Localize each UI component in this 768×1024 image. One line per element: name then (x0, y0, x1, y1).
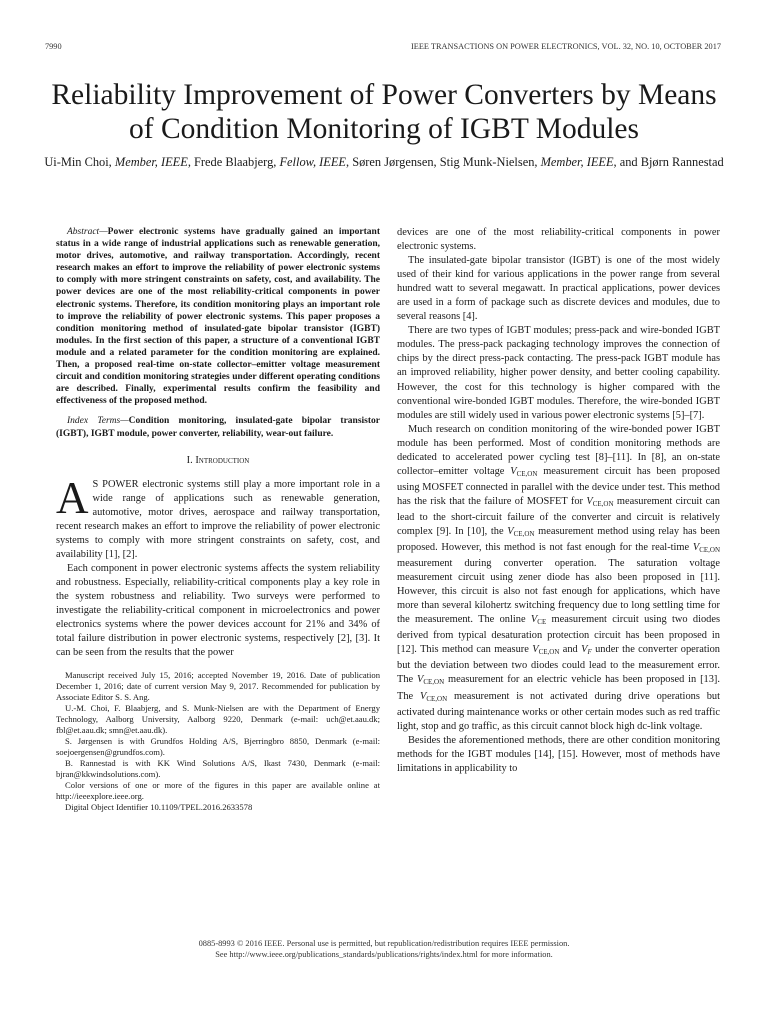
math-subscript: CE (537, 618, 547, 627)
text-run: measurement during converter operation. The saturation voltage measurement circuit using zener diode has also been proposed in [11]. However, this circuit is also not fast enough for applications, which have more than several kilohertz switching frequency due to long settling time for the measurement. The online (397, 558, 720, 626)
footnote: S. Jørgensen is with Grundfos Holding A/S, Bjerringbro 8850, Denmark (e-mail: soejoergensen@grundfos.com). (56, 736, 380, 758)
body-paragraph: There are two types of IGBT modules; press-pack and wire-bonded IGBT modules. The press-pack packaging technology improves the connection of chips by the direct press-pack contacting. The press-pack IGBT module has an improved reliability, higher power density, and better cooling capability. However, the cost for this technology is higher compared with the conventional wire-bonded IGBT modules. Therefore, the wire-bonded IGBT modules are still widely used in various power electronic systems [5]–[7]. (397, 325, 720, 421)
text-run: measurement circuit using two diodes derived from typical desaturation protection circuit has been proposed in [12]. This method can measure (397, 614, 721, 656)
author-name: Ui-Min Choi, (44, 155, 115, 169)
math-symbol: V (581, 644, 588, 656)
math-symbol: V (530, 614, 538, 626)
body-paragraph: The insulated-gate bipolar transistor (IGBT) is one of the most widely used of their kind for various applications in the power range from several hundred watt to several megawatt. In practical applications, power devices are used in a form of package such as discrete devices and modules, due to several reasons [4]. (397, 255, 720, 323)
text-run: under the converter operation but the deviation between two diodes could lead to the measurement error. The (397, 644, 721, 686)
body-paragraph (397, 423, 720, 734)
math-subscript: F (587, 648, 592, 657)
right-column (397, 226, 720, 776)
author-role: Member, IEEE (540, 155, 614, 169)
body-paragraph: devices are one of the most reliability-critical components in power electronic systems. (397, 227, 720, 253)
journal-header: IEEE TRANSACTIONS ON POWER ELECTRONICS, VOL. 32, NO. 10, OCTOBER 2017 (411, 42, 721, 51)
math-subscript: CE,ON (513, 529, 535, 538)
abstract-text: Power electronic systems have gradually gained an important status in a wide range of industrial applications such as renewable generation, motor drives, automotive, and railway transportation. Accordingly, recent research makes an effort to improve the reliability of power electronic systems to comply with more stringent constraints on safety, cost, and availability. The power devices are one of the most reliability-critical components in power electronic systems. Therefore, its condition monitoring plays an important role to improve the reliability of power electronic systems. This paper proposes a condition monitoring method of insulated-gate bipolar transistor (IGBT) modules. In the first section of this paper, a structure of a conventional IGBT module and a related parameter for the condition monitoring are explained. Then, a proposed real-time on-state collector–emitter voltage measurement circuit and condition monitoring strategies under different operating conditions are described. Finally, experimental results confirm the feasibility and effectiveness of the proposed method. (56, 227, 380, 407)
author-role: Member, IEEE (114, 155, 188, 169)
math-subscript: CE,ON (592, 499, 614, 508)
text-run: measurement circuit can lead to the short-circuit failure of the converter and circuit is relatively complex [9]. In [10], the (397, 495, 720, 537)
index-terms (56, 415, 380, 439)
page-number: 7990 (45, 42, 62, 51)
index-terms-label: Index Terms— (67, 416, 129, 427)
math-symbol: V (532, 644, 539, 656)
math-subscript: CE,ON (516, 469, 538, 478)
footnote: Color versions of one or more of the figures in this paper are available online at http://ieeexplore.ieee.org. (56, 780, 380, 802)
math-symbol: V (417, 674, 424, 686)
section-title: Introduction (195, 454, 250, 466)
abstract-label: Abstract— (67, 227, 108, 237)
author-name: , Søren Jørgensen, Stig Munk-Nielsen, (346, 155, 541, 169)
drop-cap: A (56, 472, 89, 523)
intro-paragraph (56, 472, 380, 562)
text-run: and (559, 644, 582, 656)
author-list (40, 154, 728, 170)
footnote: Manuscript received July 15, 2016; accepted November 19, 2016. Date of publication December 1, 2016; date of current version May 9, 2017. Recommended for publication by Associate Editor S. S. Ang. (56, 670, 380, 703)
footnote: U.-M. Choi, F. Blaabjerg, and S. Munk-Nielsen are with the Department of Energy Technology, Aalborg University, Aalborg 9220, Denmark (e-mail: uch@et.aau.dk; fbl@et.aau.dk; smn@et.aau.dk). (56, 703, 380, 736)
copyright-line: 0885-8993 © 2016 IEEE. Personal use is permitted, but republication/redistribution requires IEEE permission. (198, 939, 570, 948)
section-number: I. (186, 454, 196, 466)
math-symbol: V (507, 525, 514, 537)
footnote: B. Rannestad is with KK Wind Solutions A/S, Ikast 7430, Denmark (e-mail: bjran@kkwindsolutions.com). (56, 758, 380, 780)
section-heading (56, 454, 380, 468)
left-column (56, 226, 380, 813)
author-name: , Frede Blaabjerg, (187, 155, 280, 169)
intro-paragraph: Each component in power electronic systems affects the system reliability and robustness. Especially, reliability-critical components play a key role in the system robustness and reliability. Two surveys were performed to investigate the reliability-critical component in microelectronics and power electronics systems where the power devices account for 21% and 34% of total failure distribution in power electronic systems, respectively [2], [3]. It can be seen from the results that the power (56, 562, 380, 659)
paragraph-text: S POWER electronic systems still play a more important role in a wide range of applications such as renewable generation, automotive, motor drives, aerospace and railway transportation, recent research makes an effort to improve the reliability of power electronic systems to comply with more stringent constraints on safety, cost, and availability [1], [2]. (56, 478, 380, 560)
author-role: Fellow, IEEE (279, 155, 347, 169)
author-name: , and Bjørn Rannestad (613, 155, 724, 169)
footnotes (56, 670, 380, 813)
text-run: measurement for an electric vehicle has been proposed in [13]. The (397, 674, 720, 702)
math-symbol: V (420, 690, 427, 702)
math-symbol: V (692, 542, 700, 554)
text-run: measurement is not activated during drive operations but activated during maintenance works or other certain modes such as red traffic light, stop and go traffic, as this circuit cannot block high dc-link voltage. (397, 690, 720, 732)
index-terms-text: Condition monitoring, insulated-gate bipolar transistor (IGBT), IGBT module, power converter, reliability, wear-out failure. (56, 416, 380, 439)
math-subscript: CE,ON (426, 694, 448, 703)
copyright-footer (40, 938, 728, 960)
text-run: measurement method using relay has been proposed. However, this method is not fast enough for the real-time (397, 525, 720, 554)
text-run: measurement circuit has been proposed using MOSFET connected in parallel with the device under test. This method has the risk that the failure of MOSFET for (397, 465, 720, 507)
paper-title: Reliability Improvement of Power Converters by Means of Condition Monitoring of IGBT Modules (51, 79, 717, 145)
footnote: Digital Object Identifier 10.1109/TPEL.2016.2633578 (65, 802, 253, 813)
math-subscript: CE,ON (423, 678, 445, 687)
body-paragraph: Besides the aforementioned methods, there are other condition monitoring methods for the IGBT modules [14], [15]. However, most of methods have limitations in applicability to (397, 734, 720, 774)
math-subscript: CE,ON (699, 546, 720, 555)
text-run: Much research on condition monitoring of the wire-bonded power IGBT module has been performed. Most of condition monitoring methods are dedicated to accelerated power cycling test [8]–[11]. In [8], an on-state collector–emitter voltage (397, 423, 720, 477)
math-symbol: V (586, 495, 593, 507)
math-symbol: V (510, 465, 517, 477)
abstract (56, 226, 380, 407)
rights-link-line: See http://www.ieee.org/publications_standards/publications/rights/index.html for more information. (215, 950, 553, 959)
math-subscript: CE,ON (538, 648, 560, 657)
